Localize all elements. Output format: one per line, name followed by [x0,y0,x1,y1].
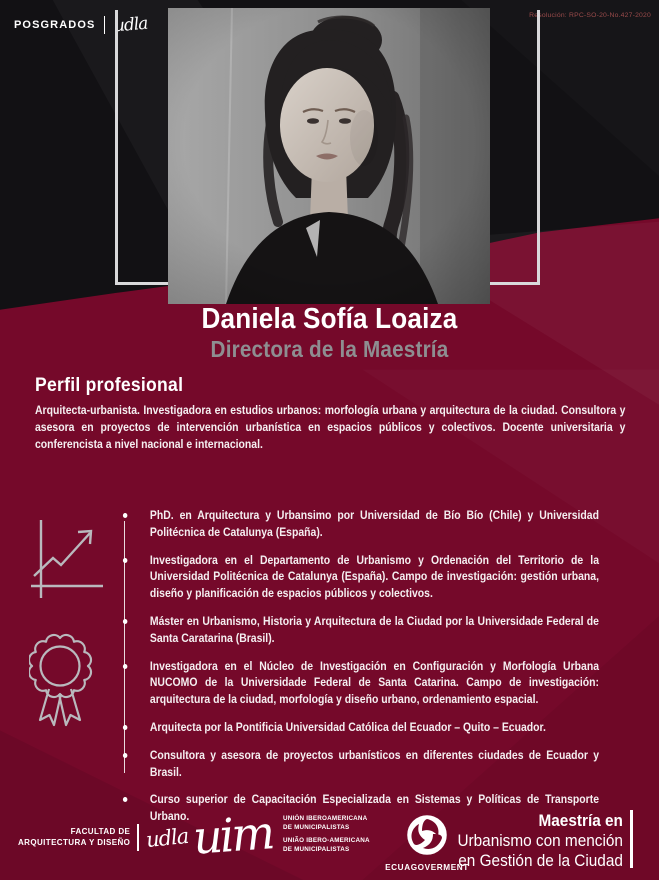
uim-line: DE MUNICIPALISTAS [282,824,350,832]
logo-divider [137,824,139,851]
portrait-illustration [168,8,490,304]
list-item: Investigadora en el Núcleo de Investigación en Configuración y Morfología Urbana NUCOMO de la Universidade Federal de Santa Catarina. Campo de investigación: arquitectura de la ciudad, morfología y diseño urbano, ordenamiento espacial. [122,659,599,709]
facultad-logo [18,824,188,851]
list-item: Consultora y asesora de proyectos urbanísticos en diferentes ciudades de Ecuador y Brasil. [122,748,599,782]
program-line1: Maestría en [538,812,623,830]
uim-script-logo: uim [191,805,274,865]
uim-line: UNIÓN IBEROAMERICANA [282,815,368,823]
person-name: Daniela Sofía Loaiza [201,303,458,335]
list-item: Máster en Urbanismo, Historia y Arquitectura de la Ciudad por la Universidade Federal de Santa Caratarina (Brasil). [122,614,599,648]
list-item: PhD. en Arquitectura y Urbansimo por Universidad de Bío Bío (Chile) y Universidad Politécnica de Catalunya (España). [122,508,599,542]
list-item: Investigadora en el Departamento de Urbanismo y Ordenación del Territorio de la Universidad Politécnica de Catalunya (España). Campo de investigación: gestión urbana, diseño y planificación de espacios públicos y colectivos. [122,553,599,603]
udla-script-logo: udla [145,823,190,852]
program-divider-bar [630,810,633,868]
uim-line: UNIÃO IBERO-AMERICANA [282,837,370,844]
award-ribbon-icon [29,626,93,733]
facultad-label [18,827,130,848]
program-title [458,812,623,871]
udla-script-logo: udla [113,13,149,37]
perfil-paragraph: Arquitecta-urbanista. Investigadora en estudios urbanos: morfología urbana y arquitectura de la ciudad. Consultora y asesora en proyectos de intervención urbanística en espacios públicos y colectivos. Docente universitaria y conferencista a nivel nacional e internacional. [35,404,626,451]
portrait-photo [168,8,490,304]
posgrados-label: POSGRADOS [14,19,96,31]
uim-label [283,815,370,854]
program-line2: Urbanismo con mención [457,831,623,850]
facultad-line1: FACULTAD DE [70,827,131,837]
list-item: Curso superior de Capacitación Especializada en Sistemas y Políticas de Transporte Urbano. [122,792,599,826]
logo-divider [104,16,105,34]
ecuagoverment-label: ECUAGOVERMENT [385,863,469,872]
resolution-text: Resolución: RPC-SO-20-No.427-2020 [529,12,651,19]
ecuagoverment-emblem-icon [406,814,448,856]
program-line3: en Gestión de la Ciudad [458,851,623,870]
uim-logo [191,805,370,865]
facultad-line2: ARQUITECTURA Y DISEÑO [18,837,131,847]
credentials-list [122,508,599,837]
section-heading-perfil: Perfil profesional [35,374,184,396]
uim-line: DE MUNICIPALISTAS [282,845,350,853]
list-item: Arquitecta por la Pontificia Universidad Católica del Ecuador – Quito – Ecuador. [122,720,599,737]
growth-chart-icon [26,512,106,609]
person-role: Directora de la Maestría [210,336,449,362]
